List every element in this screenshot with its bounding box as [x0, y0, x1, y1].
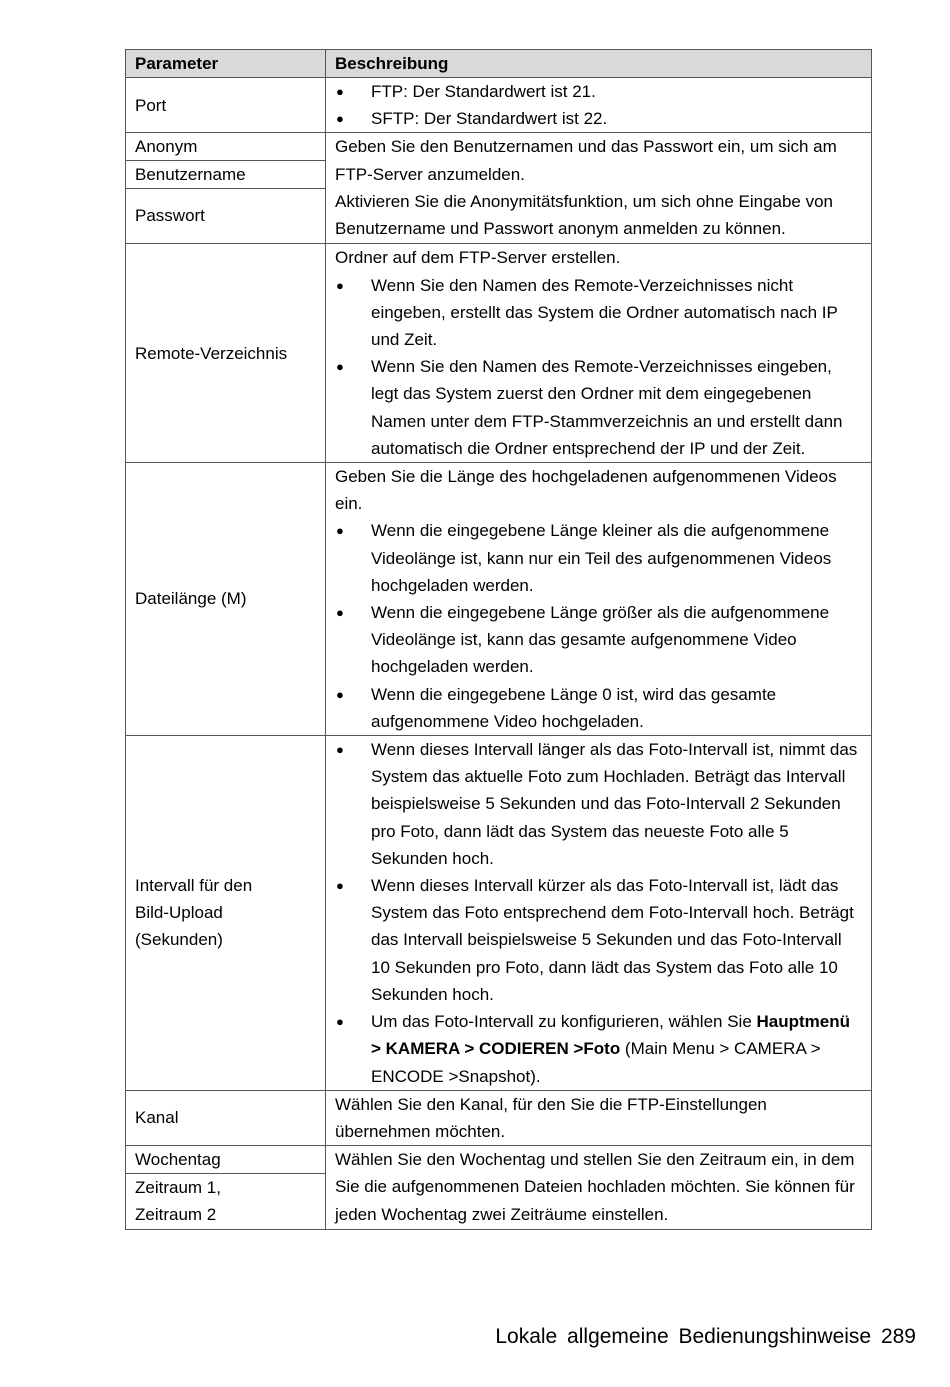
desc-remote-intro: Ordner auf dem FTP-Server erstellen.: [335, 248, 621, 268]
list-item: ● Wenn dieses Intervall kürzer als das Foto-Intervall ist, lädt das System das Foto entsprechend dem Foto-Intervall hoch. Beträgt das Intervall beispielsweise 5 Sekunden und das Foto-Intervall 10 Sekunden pro Foto, dann lädt das System das Foto alle 10 Sekunden hoch.: [335, 872, 862, 1008]
table-row: [126, 133, 872, 244]
list-item: ● Wenn Sie den Namen des Remote-Verzeichnisses nicht eingeben, erstellt das System die Ordner automatisch nach IP und Zeit.: [335, 272, 862, 354]
param-upload-interval: [126, 736, 326, 1091]
param-passwort: Passwort: [135, 206, 205, 226]
table-row: [126, 1146, 872, 1229]
table-row: [126, 78, 872, 133]
param-period: [126, 1174, 325, 1228]
table-header-row: [126, 50, 872, 78]
desc-schedule: Wählen Sie den Wochentag und stellen Sie den Zeitraum ein, in dem Sie die aufgenommenen Dateien hochladen möchten. Sie können für jeden Wochentag zwei Zeiträume einstellen.: [326, 1146, 872, 1229]
table-row: [126, 1090, 872, 1145]
table-row: [126, 244, 872, 463]
desc-port: [326, 78, 872, 133]
desc-file-length: [326, 463, 872, 736]
desc-remote-directory: [326, 244, 872, 463]
desc-upload-interval: [326, 736, 872, 1091]
param-period-line: Zeitraum 2: [135, 1205, 217, 1225]
desc-file-length-intro: Geben Sie die Länge des hochgeladenen aufgenommenen Videos ein.: [335, 467, 837, 514]
list-item: ● Wenn die eingegebene Länge 0 ist, wird das gesamte aufgenommene Video hochgeladen.: [335, 681, 862, 735]
desc-channel: Wählen Sie den Kanal, für den Sie die FTP-Einstellungen übernehmen möchten.: [326, 1090, 872, 1145]
list-item: ● Wenn die eingegebene Länge größer als die aufgenommene Videolänge ist, kann das gesamte aufgenommene Video hochgeladen werden.: [335, 599, 862, 681]
param-anonym: Anonym: [126, 133, 325, 161]
desc-login: [326, 133, 872, 244]
table-row: [126, 463, 872, 736]
param-weekday: Wochentag: [126, 1146, 325, 1174]
param-channel: Kanal: [126, 1090, 326, 1145]
list-item: ● FTP: Der Standardwert ist 21.: [335, 78, 862, 105]
menu-path-intro: Um das Foto-Intervall zu konfigurieren, wählen Sie: [371, 1012, 757, 1032]
parameter-table: [125, 49, 872, 1230]
header-parameter: Parameter: [126, 50, 326, 78]
desc-login-text: Geben Sie den Benutzernamen und das Passwort ein, um sich am FTP-Server anzumelden.: [335, 137, 837, 184]
list-item: ● Wenn Sie den Namen des Remote-Verzeichnisses eingeben, legt das System zuerst den Ordner mit dem eingegebenen Namen unter dem FTP-Stammverzeichnis an und erstellt dann automatisch die Ordner entsprechend der IP und der Zeit.: [335, 353, 862, 462]
param-upload-interval-line: (Sekunden): [135, 930, 223, 950]
param-upload-interval-line: Bild-Upload: [135, 903, 223, 923]
list-item: ● Wenn die eingegebene Länge kleiner als die aufgenommene Videolänge ist, kann nur ein Teil des aufgenommenen Videos hochgeladen werden.: [335, 517, 862, 599]
param-login-group: [126, 133, 326, 244]
list-item: ● SFTP: Der Standardwert ist 22.: [335, 105, 862, 132]
param-remote-directory: Remote-Verzeichnis: [126, 244, 326, 463]
header-description: Beschreibung: [326, 50, 872, 78]
menu-path-english: (Main Menu > CAMERA > ENCODE >Snapshot).: [371, 1039, 821, 1086]
param-schedule-group: [126, 1146, 326, 1229]
desc-anonym-text: Aktivieren Sie die Anonymitätsfunktion, um sich ohne Eingabe von Benutzername und Passwort anonym anmelden zu können.: [335, 191, 834, 239]
menu-path: Hauptmenü > KAMERA > CODIEREN >Foto: [371, 1012, 851, 1059]
param-port: Port: [126, 78, 326, 133]
param-file-length: Dateilänge (M): [126, 463, 326, 736]
param-period-line: Zeitraum 1,: [135, 1178, 221, 1198]
param-benutzername: Benutzername: [126, 161, 325, 189]
footer-section-title: Lokale allgemeine Bedienungshinweise: [495, 1325, 872, 1348]
page-footer: [495, 1325, 916, 1349]
table-row: [126, 736, 872, 1091]
param-upload-interval-line: Intervall für den: [135, 876, 253, 896]
list-item: [335, 1008, 862, 1090]
page-number: 289: [880, 1325, 916, 1348]
list-item: ● Wenn dieses Intervall länger als das Foto-Intervall ist, nimmt das System das aktuelle Foto zum Hochladen. Beträgt das Intervall beispielsweise 5 Sekunden und das Foto-Intervall 2 Sekunden pro Foto, dann lädt das System das neueste Foto alle 5 Sekunden hoch.: [335, 736, 862, 872]
